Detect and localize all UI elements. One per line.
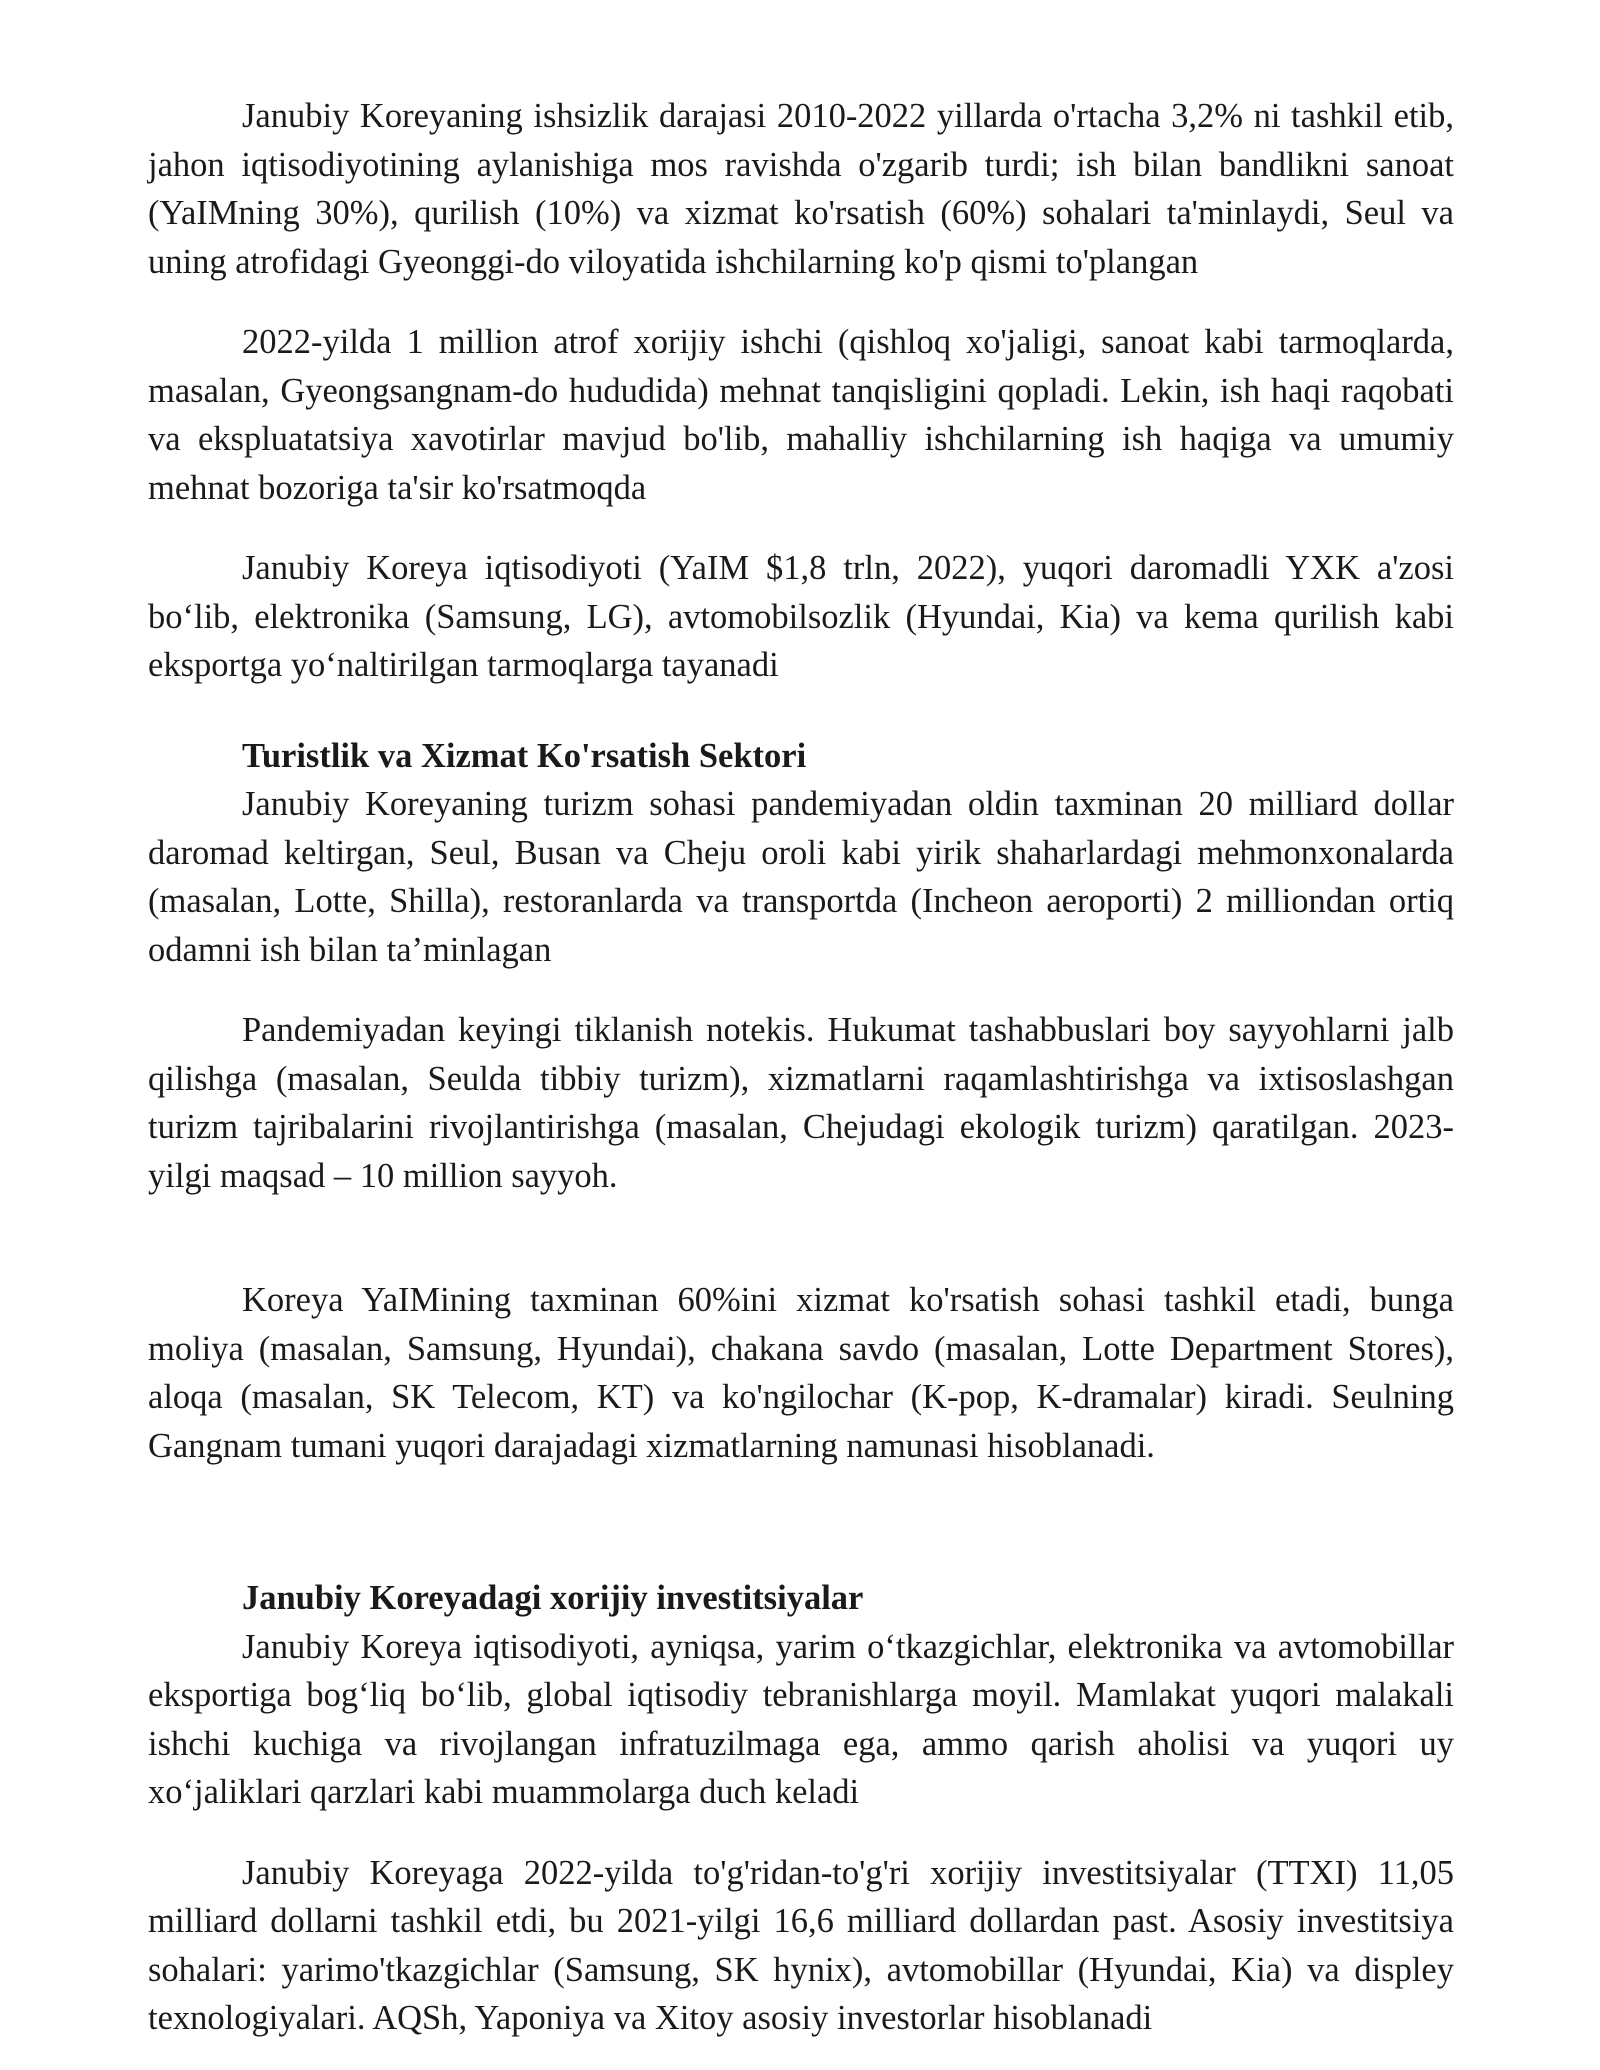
paragraph-service-sector: Koreya YaIMining taxminan 60%ini xizmat ko'rsatish sohasi tashkil etadi, bunga moliya (masalan, Samsung, Hyundai), chakana savdo (masalan, Lotte Department Stores), aloqa (masalan, SK Telecom, KT) va ko'ngilochar (K-pop, K-dramalar) kiradi. Seulning Gangnam tumani yuqori darajadagi xizmatlarning namunasi hisoblanadi. — [148, 1281, 1454, 1465]
spacer — [148, 286, 1454, 318]
document-page — [148, 92, 1454, 2043]
section-heading-tourism: Turistlik va Xizmat Ko'rsatish Sektori — [242, 736, 807, 775]
paragraph-economy: Janubiy Koreya iqtisodiyoti (YaIM $1,8 trln, 2022), yuqori daromadli YXK a'zosi bo‘lib, elektronika (Samsung, LG), avtomobilsozlik (Hyundai, Kia) va kema qurilish kabi eksportga yo‘naltirilgan tarmoqlarga tayanadi — [148, 549, 1454, 684]
spacer — [148, 1470, 1454, 1574]
paragraph-unemployment: Janubiy Koreyaning ishsizlik darajasi 2010-2022 yillarda o'rtacha 3,2% ni tashkil etib, jahon iqtisodiyotining aylanishiga mos ravishda o'zgarib turdi; ish bilan bandlikni sanoat (YaIMning 30%), qurilish (10%) va xizmat ko'rsatish (60%) sohalari ta'minlaydi, Seul va uning atrofidagi Gyeonggi-do viloyatida ishchilarning ko'p qismi to'plangan — [148, 97, 1454, 281]
paragraph-foreign-workers: 2022-yilda 1 million atrof xorijiy ishchi (qishloq xo'jaligi, sanoat kabi tarmoqlarda, masalan, Gyeongsangnam-do hududida) mehnat tanqisligini qopladi. Lekin, ish haqi raqobati va ekspluatatsiya xavotirlar mavjud bo'lib, mahalliy ishchilarning ish haqiga va umumiy mehnat bozoriga ta'sir ko'rsatmoqda — [148, 323, 1454, 507]
spacer — [148, 690, 1454, 732]
paragraph-fdi: Janubiy Koreyaga 2022-yilda to'g'ridan-to'g'ri xorijiy investitsiyalar (TTXI) 11,05 milliard dollarni tashkil etdi, bu 2021-yilgi 16,6 milliard dollardan past. Asosiy investitsiya sohalari: yarimo'tkazgichlar (Samsung, SK hynix), avtomobillar (Hyundai, Kia) va displey texnologiyalari. AQSh, Yaponiya va Xitoy asosiy investorlar hisoblanadi — [148, 1853, 1454, 2037]
paragraph-pandemic-recovery: Pandemiyadan keyingi tiklanish notekis. Hukumat tashabbuslari boy sayyohlarni jalb qilishga (masalan, Seulda tibbiy turizm), xizmatlarni raqamlashtirishga va ixtisoslashgan turizm tajribalarini rivojlantirishga (masalan, Chejudagi ekologik turizm) qaratilgan. 2023-yilgi maqsad – 10 million sayyoh. — [148, 1011, 1454, 1195]
section-heading-investment: Janubiy Koreyadagi xorijiy investitsiyalar — [242, 1579, 864, 1617]
spacer — [148, 974, 1454, 1006]
paragraph-tourism-revenue: Janubiy Koreyaning turizm sohasi pandemiyadan oldin taxminan 20 milliard dollar daromad keltirgan, Seul, Busan va Cheju oroli kabi yirik shaharlardagi mehmonxonalarda (masalan, Lotte, Shilla), restoranlarda va transportda (Incheon aeroporti) 2 milliondan ortiq odamni ish bilan ta’minlagan — [148, 785, 1454, 969]
spacer — [148, 512, 1454, 544]
paragraph-export-dependence: Janubiy Koreya iqtisodiyoti, ayniqsa, yarim o‘tkazgichlar, elektronika va avtomobillar eksportiga bog‘liq bo‘lib, global iqtisodiy tebranishlarga moyil. Mamlakat yuqori malakali ishchi kuchiga va rivojlangan infratuzilmaga ega, ammo qarish aholisi va yuqori uy xo‘jaliklari qarzlari kabi muammolarga duch keladi — [148, 1627, 1454, 1811]
spacer — [148, 1817, 1454, 1849]
spacer — [148, 1200, 1454, 1276]
